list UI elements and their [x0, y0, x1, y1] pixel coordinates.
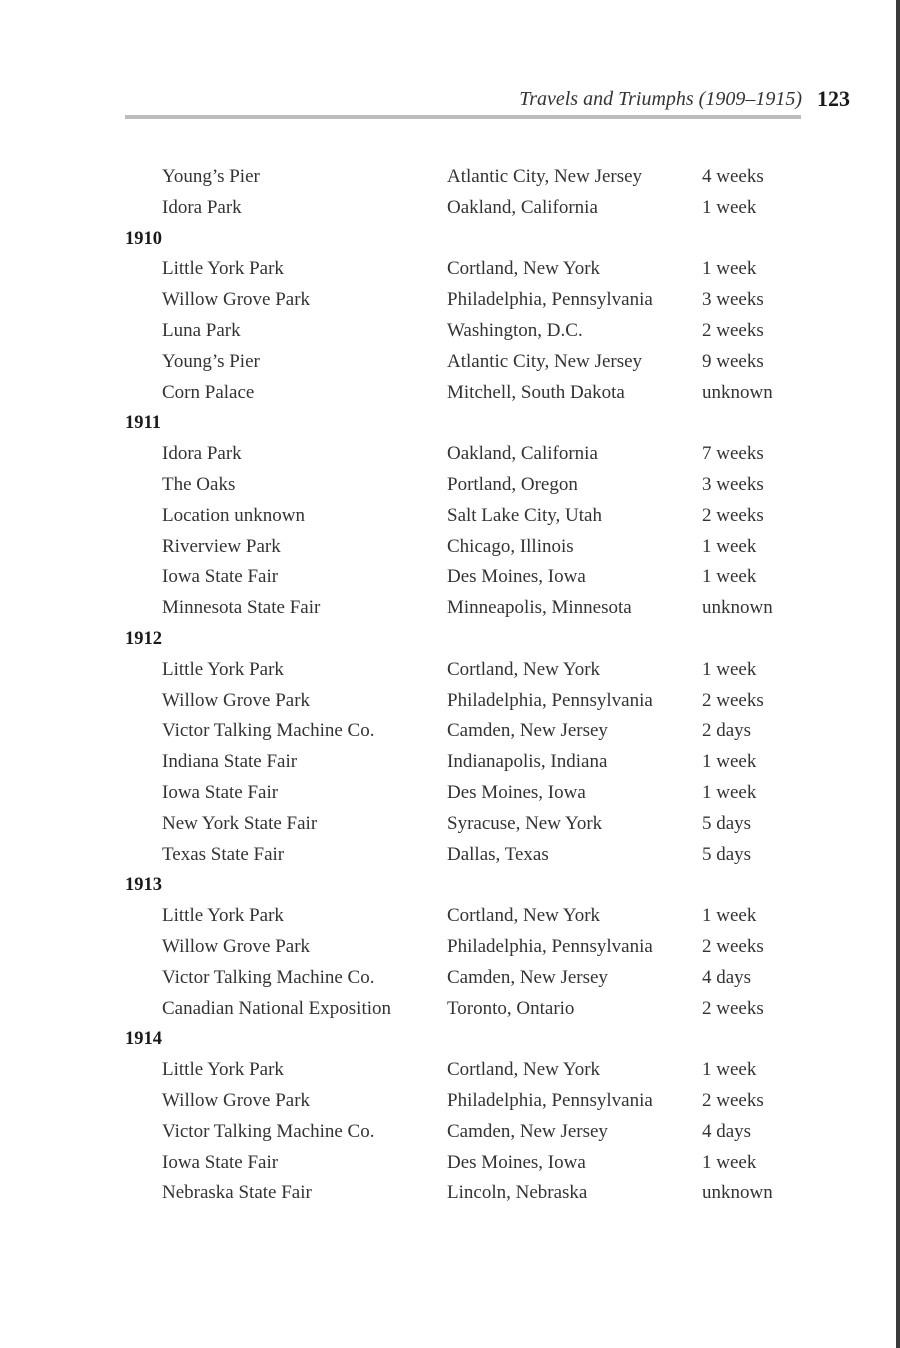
venue-cell: Minnesota State Fair: [162, 597, 321, 619]
page-header: [125, 86, 850, 116]
duration-cell: 2 weeks: [702, 689, 764, 711]
venue-cell: Luna Park: [162, 319, 241, 341]
schedule-row: [125, 254, 825, 285]
duration-cell: unknown: [702, 597, 773, 619]
schedule-row: [125, 593, 825, 624]
page-number: 123: [817, 86, 850, 111]
duration-cell: 1 week: [702, 1059, 757, 1081]
venue-cell: Willow Grove Park: [162, 289, 311, 311]
schedule-row: [125, 501, 825, 532]
schedule-row: [125, 1178, 825, 1209]
venue-cell: Texas State Fair: [162, 843, 285, 865]
schedule-row: [125, 994, 825, 1025]
duration-cell: 2 weeks: [702, 504, 764, 526]
year-label: 1910: [125, 228, 162, 249]
duration-cell: 1 week: [702, 1151, 757, 1173]
duration-cell: 4 weeks: [702, 166, 764, 187]
location-cell: Atlantic City, New Jersey: [447, 166, 643, 187]
running-head: Travels and Triumphs (1909–1915): [519, 88, 802, 110]
location-cell: Chicago, Illinois: [447, 535, 574, 557]
duration-cell: 2 days: [702, 720, 752, 742]
venue-cell: Little York Park: [162, 658, 284, 680]
schedule-row: [125, 162, 825, 193]
duration-cell: 1 week: [702, 751, 757, 773]
header-rule: [125, 115, 801, 119]
venue-cell: Idora Park: [162, 196, 242, 218]
page-edge: [896, 0, 900, 1348]
venue-cell: Indiana State Fair: [162, 751, 298, 773]
duration-cell: 1 week: [702, 258, 757, 280]
location-cell: Cortland, New York: [447, 905, 601, 927]
schedule-row: [125, 1117, 825, 1148]
duration-cell: 1 week: [702, 905, 757, 927]
schedule-row: [125, 285, 825, 316]
schedule-row: [125, 1086, 825, 1117]
schedule-row: [125, 716, 825, 747]
location-cell: Philadelphia, Pennsylvania: [447, 289, 653, 311]
venue-cell: Corn Palace: [162, 381, 255, 403]
schedule-row: [125, 778, 825, 809]
venue-cell: Young’s Pier: [162, 350, 260, 372]
location-cell: Minneapolis, Minnesota: [447, 597, 632, 619]
duration-cell: 1 week: [702, 781, 757, 803]
schedule-row: [125, 686, 825, 717]
schedule-row: [125, 901, 825, 932]
duration-cell: 2 weeks: [702, 319, 764, 341]
schedule-row: [125, 470, 825, 501]
location-cell: Indianapolis, Indiana: [447, 751, 608, 773]
venue-cell: Victor Talking Machine Co.: [162, 720, 375, 742]
location-cell: Philadelphia, Pennsylvania: [447, 935, 653, 957]
duration-cell: 2 weeks: [702, 1089, 764, 1111]
duration-cell: 1 week: [702, 196, 757, 218]
location-cell: Dallas, Texas: [447, 843, 549, 865]
year-label: 1914: [125, 1029, 162, 1050]
schedule-row: [125, 532, 825, 563]
location-cell: Washington, D.C.: [447, 319, 583, 341]
location-cell: Cortland, New York: [447, 258, 601, 280]
location-cell: Des Moines, Iowa: [447, 781, 586, 803]
venue-cell: New York State Fair: [162, 812, 318, 834]
duration-cell: 2 weeks: [702, 997, 764, 1019]
location-cell: Des Moines, Iowa: [447, 1151, 586, 1173]
venue-cell: The Oaks: [162, 473, 236, 495]
venue-cell: Little York Park: [162, 905, 284, 927]
schedule-row: [125, 1055, 825, 1086]
year-heading: [125, 870, 825, 901]
duration-cell: 9 weeks: [702, 350, 764, 372]
schedule-row: [125, 809, 825, 840]
duration-cell: 7 weeks: [702, 443, 764, 465]
location-cell: Portland, Oregon: [447, 473, 578, 495]
venue-cell: Idora Park: [162, 443, 242, 465]
schedule-row: [125, 655, 825, 686]
venue-cell: Willow Grove Park: [162, 935, 311, 957]
duration-cell: 2 weeks: [702, 935, 764, 957]
duration-cell: 1 week: [702, 658, 757, 680]
venue-cell: Riverview Park: [162, 535, 281, 557]
duration-cell: 5 days: [702, 843, 752, 865]
performance-schedule: [125, 162, 825, 1209]
location-cell: Cortland, New York: [447, 1059, 601, 1081]
venue-cell: Little York Park: [162, 258, 284, 280]
duration-cell: unknown: [702, 1182, 773, 1204]
schedule-row: [125, 193, 825, 224]
schedule-row: [125, 1148, 825, 1179]
schedule-row: [125, 378, 825, 409]
venue-cell: Iowa State Fair: [162, 781, 279, 803]
location-cell: Salt Lake City, Utah: [447, 504, 602, 526]
venue-cell: Victor Talking Machine Co.: [162, 966, 375, 988]
venue-cell: Young’s Pier: [162, 166, 260, 187]
location-cell: Camden, New Jersey: [447, 966, 608, 988]
venue-cell: Victor Talking Machine Co.: [162, 1120, 375, 1142]
location-cell: Oakland, California: [447, 196, 598, 218]
duration-cell: 1 week: [702, 535, 757, 557]
schedule-row: [125, 840, 825, 871]
year-label: 1913: [125, 875, 162, 896]
duration-cell: 4 days: [702, 1120, 752, 1142]
schedule-row: [125, 316, 825, 347]
year-heading: [125, 1024, 825, 1055]
venue-cell: Canadian National Exposition: [162, 997, 392, 1019]
schedule-row: [125, 562, 825, 593]
duration-cell: unknown: [702, 381, 773, 403]
schedule-row: [125, 963, 825, 994]
location-cell: Toronto, Ontario: [447, 997, 575, 1019]
schedule-row: [125, 439, 825, 470]
venue-cell: Willow Grove Park: [162, 1089, 311, 1111]
duration-cell: 4 days: [702, 966, 752, 988]
duration-cell: 5 days: [702, 812, 752, 834]
location-cell: Philadelphia, Pennsylvania: [447, 1089, 653, 1111]
duration-cell: 1 week: [702, 566, 757, 588]
venue-cell: Nebraska State Fair: [162, 1182, 312, 1204]
duration-cell: 3 weeks: [702, 473, 764, 495]
location-cell: Oakland, California: [447, 443, 598, 465]
year-heading: [125, 224, 825, 255]
schedule-row: [125, 932, 825, 963]
location-cell: Camden, New Jersey: [447, 1120, 608, 1142]
venue-cell: Location unknown: [162, 504, 306, 526]
venue-cell: Iowa State Fair: [162, 1151, 279, 1173]
venue-cell: Iowa State Fair: [162, 566, 279, 588]
location-cell: Cortland, New York: [447, 658, 601, 680]
location-cell: Des Moines, Iowa: [447, 566, 586, 588]
venue-cell: Willow Grove Park: [162, 689, 311, 711]
schedule-row: [125, 747, 825, 778]
schedule-row: [125, 347, 825, 378]
year-heading: [125, 624, 825, 655]
location-cell: Atlantic City, New Jersey: [447, 350, 643, 372]
duration-cell: 3 weeks: [702, 289, 764, 311]
year-label: 1911: [125, 413, 161, 434]
location-cell: Mitchell, South Dakota: [447, 381, 625, 403]
venue-cell: Little York Park: [162, 1059, 284, 1081]
location-cell: Camden, New Jersey: [447, 720, 608, 742]
location-cell: Syracuse, New York: [447, 812, 603, 834]
location-cell: Lincoln, Nebraska: [447, 1182, 588, 1204]
location-cell: Philadelphia, Pennsylvania: [447, 689, 653, 711]
year-label: 1912: [125, 628, 162, 649]
year-heading: [125, 408, 825, 439]
